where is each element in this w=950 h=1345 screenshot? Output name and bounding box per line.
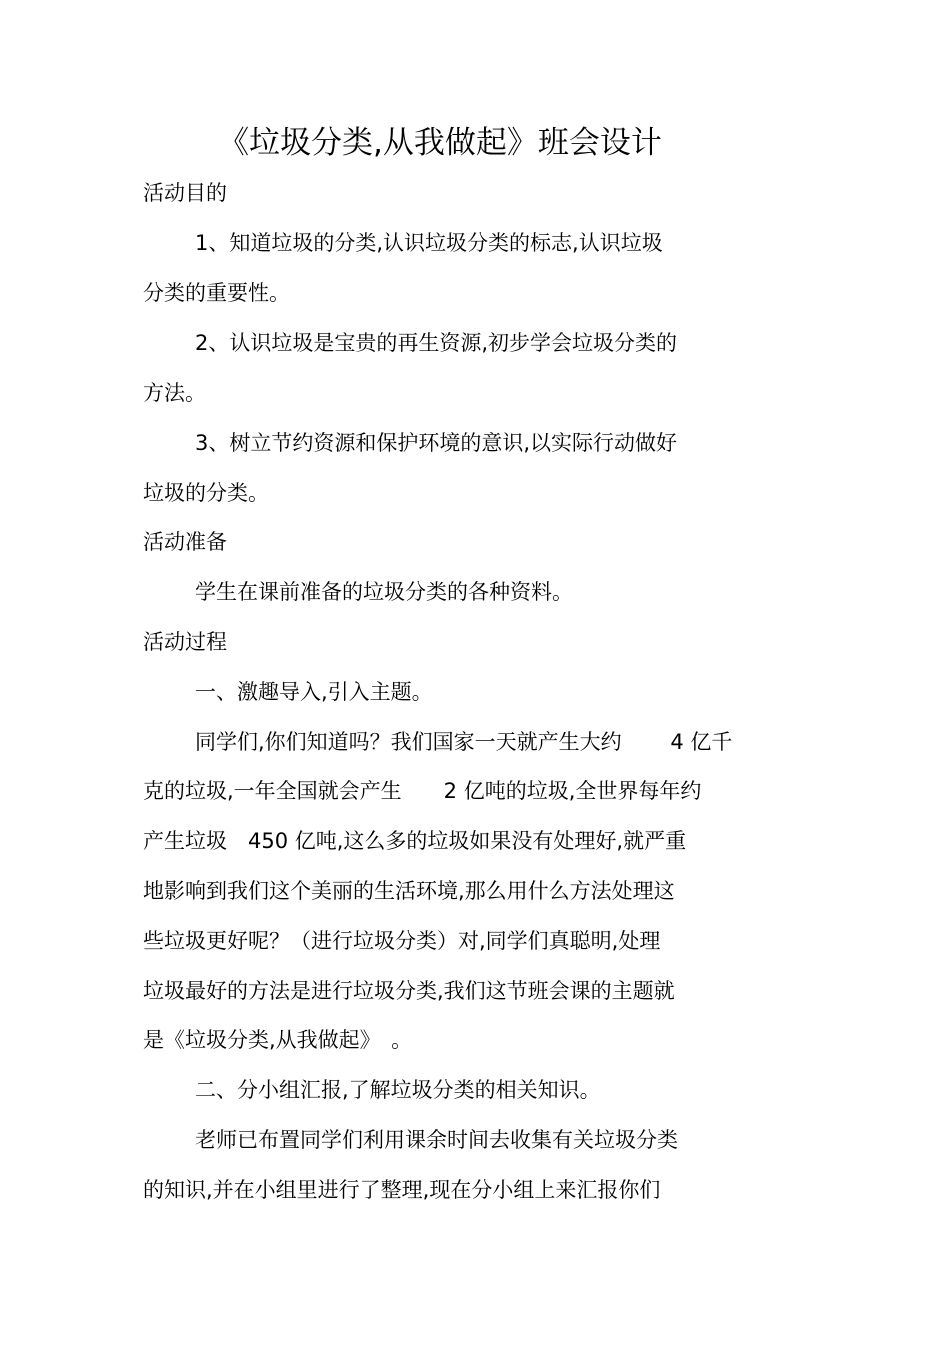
section-heading-goals: 活动目的 <box>143 181 227 205</box>
paragraph-line: 2、认识垃圾是宝贵的再生资源,初步学会垃圾分类的 <box>195 331 678 355</box>
paragraph-line: 一、激趣导入,引入主题。 <box>195 680 433 704</box>
paragraph-line: 些垃圾更好呢？（进行垃圾分类）对,同学们真聪明,处理 <box>143 929 661 953</box>
paragraph-line: 分类的重要性。 <box>143 281 290 305</box>
paragraph-line: 垃圾最好的方法是进行垃圾分类,我们这节班会课的主题就 <box>143 979 675 1003</box>
paragraph-line: 老师已布置同学们利用课余时间去收集有关垃圾分类 <box>195 1128 678 1152</box>
paragraph-line: 垃圾的分类。 <box>143 481 269 505</box>
section-heading-process: 活动过程 <box>143 630 227 654</box>
paragraph-line: 克的垃圾,一年全国就会产生 2 亿吨的垃圾,全世界每年约 <box>143 779 702 803</box>
paragraph-line: 3、树立节约资源和保护环境的意识,以实际行动做好 <box>195 431 678 455</box>
paragraph-line: 是《垃圾分类,从我做起》 。 <box>143 1028 413 1052</box>
document-title: 《垃圾分类,从我做起》班会设计 <box>218 125 662 161</box>
section-heading-preparation: 活动准备 <box>143 530 227 554</box>
paragraph-line: 1、知道垃圾的分类,认识垃圾分类的标志,认识垃圾 <box>195 231 663 255</box>
paragraph-line: 产生垃圾 450 亿吨,这么多的垃圾如果没有处理好,就严重 <box>143 829 687 853</box>
paragraph-line: 方法。 <box>143 381 206 405</box>
paragraph-line: 二、分小组汇报,了解垃圾分类的相关知识。 <box>195 1078 601 1102</box>
paragraph-line: 地影响到我们这个美丽的生活环境,那么用什么方法处理这 <box>143 879 675 903</box>
paragraph-line: 的知识,并在小组里进行了整理,现在分小组上来汇报你们 <box>143 1178 661 1202</box>
paragraph-line: 学生在课前准备的垃圾分类的各种资料。 <box>195 580 573 604</box>
paragraph-line: 同学们,你们知道吗？我们国家一天就产生大约 4 亿千 <box>195 730 733 754</box>
